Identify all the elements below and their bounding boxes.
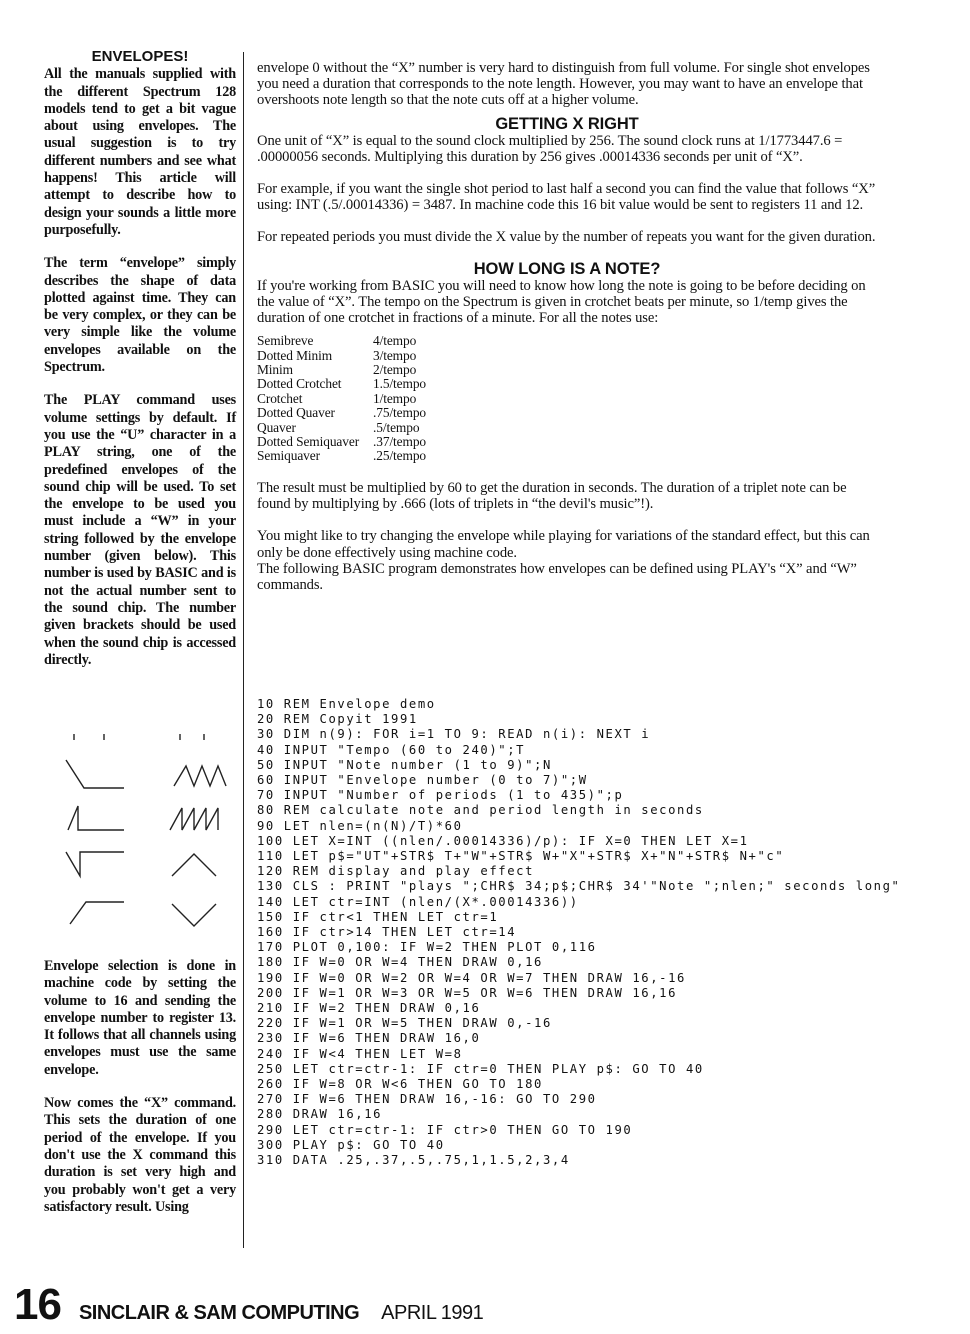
left-column-lower [44, 958, 236, 1232]
note-duration: .25/tempo [373, 448, 427, 464]
note-row [257, 334, 426, 348]
right-paragraph-6: You might like to try changing the envelope while playing for variations of the standard effect, but this can only be done effectively using machine code. [257, 528, 870, 561]
note-name: Minim [257, 362, 293, 378]
env-shape-4 [66, 852, 124, 876]
program-line: 100 LET X=INT ((nlen/.00014336)/p): IF X=0 THEN LET X=1 [257, 833, 749, 848]
program-line: 30 DIM n(9): FOR i=1 TO 9: READ n(i): NEXT i [257, 727, 651, 742]
program-line: 190 IF W=0 OR W=2 OR W=4 OR W=7 THEN DRAW 16,-16 [257, 970, 686, 985]
right-paragraph-5: The result must be multiplied by 60 to get the duration in seconds. The duration of a triplet note can be found by multiplying by .666 (lots of triplets in “the devil's music”!). [257, 479, 847, 513]
envelope-shapes-diagram [44, 716, 238, 948]
note-duration-table [257, 334, 426, 464]
program-line: 10 REM Envelope demo [257, 697, 436, 711]
env-shape-6 [70, 902, 124, 924]
note-duration: 4/tempo [373, 333, 417, 349]
note-duration: .5/tempo [373, 419, 420, 435]
note-name: Crotchet [257, 390, 303, 406]
program-line: 150 IF ctr<1 THEN LET ctr=1 [257, 909, 499, 924]
note-name: Semibreve [257, 333, 314, 349]
program-line: 220 IF W=1 OR W=5 THEN DRAW 0,-16 [257, 1016, 552, 1031]
how-long-is-a-note-heading: HOW LONG IS A NOTE? [473, 259, 661, 278]
program-line: 240 IF W<4 THEN LET W=8 [257, 1046, 463, 1061]
left-paragraph-2: The term “envelope” simply describes the shape of data plotted against time. They can be very complex, or they can be very simple like the volume envelopes available on the Spectrum. [44, 255, 236, 376]
program-line: 50 INPUT "Note number (1 to 9)";N [257, 757, 552, 772]
getting-x-right-heading: GETTING X RIGHT [495, 114, 639, 133]
right-paragraph-3: For repeated periods you must divide the X value by the number of repeats you want for the given duration. [257, 229, 876, 246]
note-name: Dotted Quaver [257, 405, 335, 421]
program-line: 80 REM calculate note and period length in seconds [257, 803, 704, 818]
note-row [257, 421, 426, 435]
right-intro: envelope 0 without the “X” number is very hard to distinguish from full volume. For single shot envelopes you need a duration that corresponds to the note length. However, you may want to have an envelope that overshoots note length so that the note cuts off at a higher volume. [257, 60, 870, 109]
left-paragraph-3: The PLAY command uses volume settings by default. If you use the “U” character in a PLAY string, one of the predefined envelopes of the sound chip will be used. To set the envelope to be used you must include a “W” in your string followed by the envelope number (given below). This number is used by BASIC and is not the actual number sent to the sound chip. The number given brackets should be used when the sound chip is accessed directly. [44, 392, 236, 668]
program-line: 90 LET nlen=(n(N)/T)*60 [257, 818, 463, 833]
program-line: 210 IF W=2 THEN DRAW 0,16 [257, 1001, 481, 1016]
right-paragraph-1: One unit of “X” is equal to the sound clock multiplied by 256. The sound clock runs at 1/1773447.6 = .00000056 seconds. Multiplying this duration by 256 gives .00014336 seconds per unit of “X”. [257, 132, 843, 165]
program-line: 300 PLAY p$: GO TO 40 [257, 1137, 445, 1152]
page-number: 16 [14, 1280, 61, 1329]
env-shape-3 [170, 808, 218, 830]
env-shape-0 [66, 760, 124, 788]
page-footer [14, 1280, 483, 1328]
note-duration: 2/tempo [373, 362, 417, 378]
note-row [257, 363, 426, 377]
envelopes-heading: ENVELOPES! [91, 48, 189, 65]
note-row [257, 349, 426, 363]
note-duration: .75/tempo [373, 405, 427, 421]
right-paragraph-7: The following BASIC program demonstrates how envelopes can be defined using PLAY's “X” and “W” commands. [257, 560, 857, 593]
env-shape-1 [174, 766, 226, 786]
left-paragraph-4: Envelope selection is done in machine code by setting the volume to 16 and sending the envelope number to register 13. It follows that all channels using envelopes must use the same envelope. [44, 958, 236, 1078]
note-duration: 1/tempo [373, 390, 417, 406]
basic-program-listing [257, 697, 917, 1168]
program-line: 290 LET ctr=ctr-1: IF ctr>0 THEN GO TO 190 [257, 1122, 633, 1137]
note-row [257, 377, 426, 391]
program-line: 170 PLOT 0,100: IF W=2 THEN PLOT 0,116 [257, 940, 597, 955]
note-row [257, 406, 426, 420]
note-row [257, 449, 426, 463]
issue-date: APRIL 1991 [381, 1302, 484, 1324]
env-shape-5 [172, 854, 216, 876]
program-line: 280 DRAW 16,16 [257, 1107, 383, 1122]
program-line: 130 CLS : PRINT "plays ";CHR$ 34;p$;CHR$ 34'"Note ";nlen;" seconds long" [257, 879, 901, 894]
program-line: 20 REM Copyit 1991 [257, 712, 418, 727]
left-paragraph-1: All the manuals supplied with the different Spectrum 128 models tend to get a bit vague about using envelopes. The usual suggestion is to try different numbers and see what happens! This article will attempt to describe how to design your sounds a little more purposefully. [44, 66, 236, 238]
program-line: 230 IF W=6 THEN DRAW 16,0 [257, 1031, 481, 1046]
note-name: Quaver [257, 419, 296, 435]
note-name: Dotted Semiquaver [257, 434, 360, 450]
program-line: 260 IF W=8 OR W<6 THEN GO TO 180 [257, 1077, 543, 1092]
right-column [257, 60, 877, 609]
note-duration: 3/tempo [373, 347, 417, 363]
magazine-title: SINCLAIR & SAM COMPUTING [78, 1302, 360, 1324]
note-row [257, 392, 426, 406]
note-name: Dotted Minim [257, 347, 333, 363]
program-line: 180 IF W=0 OR W=4 THEN DRAW 0,16 [257, 955, 543, 970]
program-line: 140 LET ctr=INT (nlen/(X*.00014336)) [257, 894, 579, 909]
note-name: Dotted Crotchet [257, 376, 342, 392]
program-line: 70 INPUT "Number of periods (1 to 435)";p [257, 788, 624, 803]
program-line: 60 INPUT "Envelope number (0 to 7)";W [257, 773, 588, 788]
program-line: 40 INPUT "Tempo (60 to 240)";T [257, 742, 526, 757]
left-paragraph-5: Now comes the “X” command. This sets the duration of one period of the envelope. If you don't use the X command this duration is set very high and you probably won't get a very satisfactory result. Using [44, 1095, 236, 1215]
note-duration: .37/tempo [373, 434, 427, 450]
env-shape-7 [172, 904, 216, 926]
env-shape-2 [68, 806, 124, 830]
right-paragraph-4: If you're working from BASIC you will need to know how long the note is going to be before deciding on the value of “X”. The tempo on the Spectrum is given in crotchet beats per minute, so 1/temp gives the duration of one crotchet in fractions of a minute. For all the notes use: [257, 277, 866, 327]
program-line: 270 IF W=6 THEN DRAW 16,-16: GO TO 290 [257, 1092, 597, 1107]
program-line: 250 LET ctr=ctr-1: IF ctr=0 THEN PLAY p$: GO TO 40 [257, 1061, 704, 1076]
program-line: 200 IF W=1 OR W=3 OR W=5 OR W=6 THEN DRAW 16,16 [257, 985, 678, 1000]
program-line: 120 REM display and play effect [257, 864, 535, 879]
note-name: Semiquaver [257, 448, 320, 464]
envelope-shapes-svg [44, 716, 238, 948]
program-line: 160 IF ctr>14 THEN LET ctr=14 [257, 925, 517, 940]
left-column [44, 48, 236, 685]
note-duration: 1.5/tempo [373, 376, 427, 392]
column-divider [243, 52, 244, 1248]
program-line: 110 LET p$="UT"+STR$ T+"W"+STR$ W+"X"+STR$ X+"N"+STR$ N+"c" [257, 849, 785, 864]
right-paragraph-2: For example, if you want the single shot period to last half a second you can find the value that follows “X” using: INT (.5/.00014336) = 3487. In machine code this 16 bit value would be sent to registers 11 and 12. [257, 181, 876, 214]
note-row [257, 435, 426, 449]
program-line: 310 DATA .25,.37,.5,.75,1,1.5,2,3,4 [257, 1153, 570, 1168]
